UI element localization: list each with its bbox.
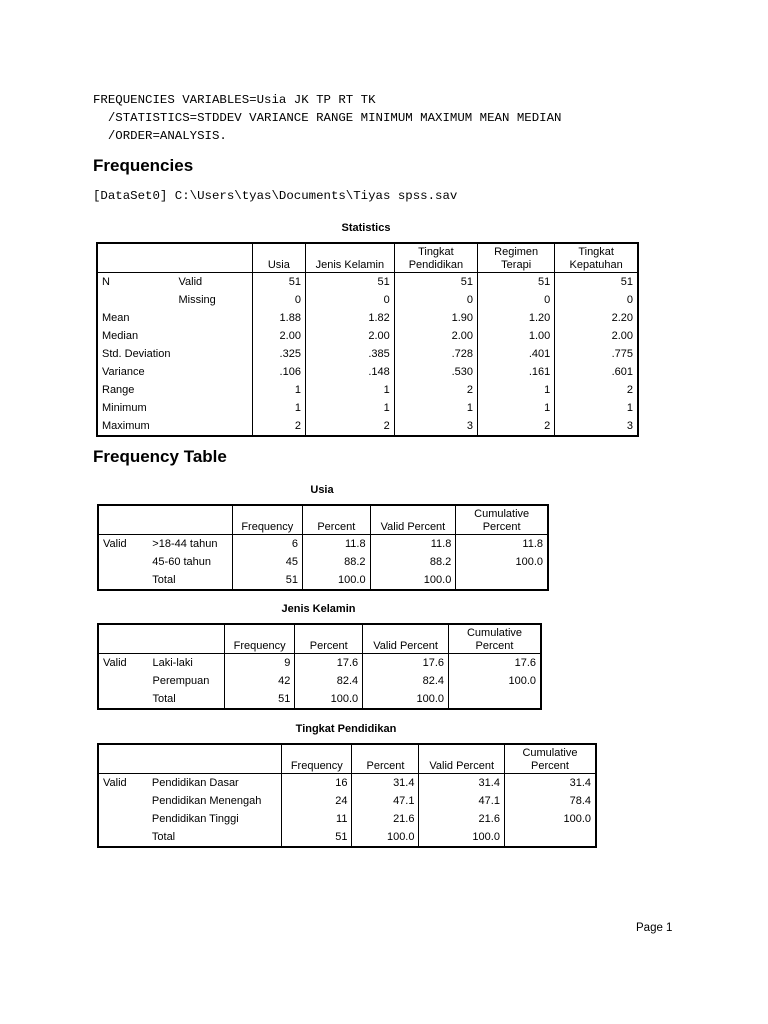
jenis-kelamin-column-header: Percent: [295, 624, 363, 654]
table-row: [98, 553, 548, 571]
statistics-cell: 2.00: [611, 330, 633, 342]
usia-cell: 100.0: [303, 571, 371, 590]
tingkat-pendidikan-cell: 100.0: [352, 828, 419, 847]
statistics-row-group-label: N: [102, 276, 110, 288]
statistics-cell: 2: [305, 417, 394, 436]
jenis-kelamin-column-header: Frequency: [224, 624, 295, 654]
statistics-row-group-label: Std. Deviation: [102, 348, 171, 360]
statistics-row-group-label: Maximum: [102, 420, 150, 432]
tingkat-pendidikan-header-blank: [148, 744, 282, 774]
tingkat-pendidikan-cell: 100.0: [563, 813, 591, 825]
frequency-table-heading: Frequency Table: [93, 447, 227, 466]
statistics-cell: 51: [620, 276, 633, 288]
tingkat-pendidikan-column-header: Cumulative Percent: [504, 744, 596, 774]
statistics-cell: .775: [611, 348, 633, 360]
jenis-kelamin-row-group-label: [98, 672, 148, 690]
statistics-cell: 0: [478, 291, 555, 309]
jenis-kelamin-cell: 17.6: [295, 654, 363, 673]
statistics-header-row: [97, 243, 638, 273]
statistics-cell: 0: [305, 291, 394, 309]
statistics-row-group-label: Range: [102, 384, 135, 396]
tingkat-pendidikan-column-header: Percent: [352, 744, 419, 774]
usia-row-group-label: Valid: [103, 538, 127, 550]
table-row: [98, 672, 541, 690]
statistics-row-group-label: [97, 291, 174, 309]
usia-column-header: Percent: [303, 505, 371, 535]
tingkat-pendidikan-header-blank: [98, 744, 148, 774]
statistics-cell: 1.82: [305, 309, 394, 327]
jenis-kelamin-cell: [449, 690, 541, 709]
table-row: [98, 654, 541, 673]
tingkat-pendidikan-cell: 78.4: [569, 795, 591, 807]
statistics-cell: .601: [611, 366, 633, 378]
table-row: [98, 690, 541, 709]
jenis-kelamin-cell: 82.4: [363, 672, 449, 690]
statistics-cell: .401: [478, 345, 555, 363]
statistics-cell: .530: [394, 363, 477, 381]
usia-row-label: 45-60 tahun: [148, 553, 232, 571]
jenis-kelamin-row-group-label: Valid: [103, 657, 127, 669]
table-row: [98, 535, 548, 554]
statistics-column-header: Usia: [252, 243, 305, 273]
statistics-cell: 51: [478, 273, 555, 292]
tingkat-pendidikan-cell: 21.6: [419, 810, 504, 828]
table-row: [97, 417, 638, 436]
usia-column-header: Valid Percent: [370, 505, 456, 535]
jenis-kelamin-header-blank: [98, 624, 148, 654]
jenis-kelamin-cell: 100.0: [363, 690, 449, 709]
statistics-cell: 1.00: [478, 327, 555, 345]
usia-column-header: Frequency: [232, 505, 302, 535]
jenis-kelamin-cell: 42: [224, 672, 295, 690]
table-row: [98, 792, 596, 810]
tingkat-pendidikan-row-group-label: [98, 792, 148, 810]
usia-cell: 100.0: [370, 571, 456, 590]
tingkat-pendidikan-cell: 24: [282, 792, 352, 810]
statistics-cell: 2.00: [394, 327, 477, 345]
tingkat-pendidikan-row-group-label: [98, 828, 148, 847]
statistics-column-header: Tingkat Kepatuhan: [555, 243, 638, 273]
table-row: [97, 309, 638, 327]
statistics-row-label: [174, 399, 252, 417]
usia-cell: 88.2: [370, 553, 456, 571]
table-row: [97, 273, 638, 292]
usia-row-group-label: [98, 553, 148, 571]
tingkat-pendidikan-column-header: Frequency: [282, 744, 352, 774]
table-row: [97, 291, 638, 309]
statistics-cell: 0: [626, 294, 633, 306]
usia-title: Usia: [310, 484, 334, 496]
tingkat-pendidikan-cell: 31.4: [569, 777, 591, 789]
jenis-kelamin-table: [97, 623, 542, 710]
jenis-kelamin-row-group-label: [98, 690, 148, 709]
tingkat-pendidikan-cell: 21.6: [352, 810, 419, 828]
statistics-cell: 1: [478, 399, 555, 417]
usia-header-row: [98, 505, 548, 535]
tingkat-pendidikan-row-label: Pendidikan Tinggi: [148, 810, 282, 828]
statistics-row-label: Missing: [174, 291, 252, 309]
statistics-cell: .325: [252, 345, 305, 363]
tingkat-pendidikan-cell: 51: [282, 828, 352, 847]
statistics-row-group-label: Variance: [102, 366, 145, 378]
statistics-cell: 1: [252, 381, 305, 399]
statistics-row-label: [174, 345, 252, 363]
statistics-row-label: [174, 381, 252, 399]
tingkat-pendidikan-title: Tingkat Pendidikan: [295, 723, 397, 735]
jenis-kelamin-cell: 9: [224, 654, 295, 673]
statistics-header-blank: [174, 243, 252, 273]
spss-syntax: FREQUENCIES VARIABLES=Usia JK TP RT TK /STATISTICS=STDDEV VARIANCE RANGE MINIMUM MAXIMUM MEAN MEDIAN /ORDER=ANALYSIS.: [93, 93, 562, 143]
statistics-table: [96, 242, 639, 437]
statistics-cell: 1: [394, 399, 477, 417]
table-row: [98, 828, 596, 847]
statistics-cell: 2.20: [611, 312, 633, 324]
statistics-cell: .106: [252, 363, 305, 381]
table-row: [97, 345, 638, 363]
jenis-kelamin-column-header: Cumulative Percent: [449, 624, 541, 654]
jenis-kelamin-row-label: Total: [148, 690, 224, 709]
tingkat-pendidikan-table: [97, 743, 597, 848]
tingkat-pendidikan-cell: 100.0: [419, 828, 504, 847]
tingkat-pendidikan-cell: 11: [282, 810, 352, 828]
statistics-cell: 3: [394, 417, 477, 436]
jenis-kelamin-cell: 100.0: [508, 675, 536, 687]
statistics-cell: 1: [305, 399, 394, 417]
table-row: [98, 810, 596, 828]
tingkat-pendidikan-cell: [504, 828, 596, 847]
statistics-column-header: Regimen Terapi: [478, 243, 555, 273]
usia-header-blank: [148, 505, 232, 535]
tingkat-pendidikan-row-label: Pendidikan Dasar: [148, 774, 282, 793]
statistics-header-blank: [97, 243, 174, 273]
tingkat-pendidikan-row-group-label: [98, 810, 148, 828]
statistics-cell: 0: [252, 291, 305, 309]
table-row: [97, 381, 638, 399]
usia-cell: 51: [232, 571, 302, 590]
dataset-path: [DataSet0] C:\Users\tyas\Documents\Tiyas spss.sav: [93, 189, 458, 203]
statistics-cell: 51: [305, 273, 394, 292]
statistics-row-label: [174, 309, 252, 327]
jenis-kelamin-cell: 100.0: [295, 690, 363, 709]
statistics-row-group-label: Median: [102, 330, 139, 342]
usia-cell: 6: [232, 535, 302, 554]
jenis-kelamin-header-blank: [148, 624, 224, 654]
statistics-cell: 3: [626, 420, 633, 432]
statistics-row-group-label: Mean: [102, 312, 130, 324]
jenis-kelamin-cell: 17.6: [363, 654, 449, 673]
usia-cell: 11.8: [303, 535, 371, 554]
statistics-column-header: Tingkat Pendidikan: [394, 243, 477, 273]
tingkat-pendidikan-cell: 31.4: [419, 774, 504, 793]
frequencies-heading: Frequencies: [93, 156, 194, 175]
statistics-cell: .161: [478, 363, 555, 381]
jenis-kelamin-cell: 82.4: [295, 672, 363, 690]
usia-header-blank: [98, 505, 148, 535]
statistics-cell: .385: [305, 345, 394, 363]
usia-row-label: Total: [148, 571, 232, 590]
statistics-cell: .728: [394, 345, 477, 363]
statistics-cell: 0: [394, 291, 477, 309]
usia-cell: [456, 571, 548, 590]
statistics-cell: 1.90: [394, 309, 477, 327]
usia-column-header: Cumulative Percent: [456, 505, 548, 535]
statistics-title: Statistics: [341, 222, 391, 234]
statistics-cell: 1: [305, 381, 394, 399]
usia-cell: 88.2: [303, 553, 371, 571]
statistics-cell: 2: [478, 417, 555, 436]
jenis-kelamin-header-row: [98, 624, 541, 654]
statistics-cell: 2: [252, 417, 305, 436]
tingkat-pendidikan-column-header: Valid Percent: [419, 744, 504, 774]
jenis-kelamin-cell: 17.6: [514, 657, 536, 669]
statistics-row-label: Valid: [174, 273, 252, 292]
usia-cell: 11.8: [370, 535, 456, 554]
jenis-kelamin-row-label: Perempuan: [148, 672, 224, 690]
jenis-kelamin-column-header: Valid Percent: [363, 624, 449, 654]
statistics-cell: 2.00: [252, 327, 305, 345]
table-row: [98, 571, 548, 590]
statistics-cell: 51: [394, 273, 477, 292]
usia-cell: 100.0: [515, 556, 543, 568]
table-row: [97, 399, 638, 417]
page-number: Page 1: [636, 922, 673, 934]
statistics-row-label: [174, 417, 252, 436]
usia-table: [97, 504, 549, 591]
tingkat-pendidikan-cell: 31.4: [352, 774, 419, 793]
tingkat-pendidikan-cell: 16: [282, 774, 352, 793]
tingkat-pendidikan-cell: 47.1: [419, 792, 504, 810]
statistics-cell: .148: [305, 363, 394, 381]
statistics-cell: 2.00: [305, 327, 394, 345]
statistics-row-group-label: Minimum: [102, 402, 147, 414]
jenis-kelamin-title: Jenis Kelamin: [281, 603, 356, 615]
statistics-cell: 1.20: [478, 309, 555, 327]
statistics-cell: 1: [626, 402, 633, 414]
statistics-cell: 2: [394, 381, 477, 399]
statistics-cell: 2: [626, 384, 633, 396]
usia-cell: 11.8: [522, 538, 543, 550]
tingkat-pendidikan-row-label: Pendidikan Menengah: [148, 792, 282, 810]
table-row: [98, 774, 596, 793]
usia-row-label: >18-44 tahun: [148, 535, 232, 554]
usia-cell: 45: [232, 553, 302, 571]
statistics-cell: 1.88: [252, 309, 305, 327]
jenis-kelamin-cell: 51: [224, 690, 295, 709]
usia-row-group-label: [98, 571, 148, 590]
tingkat-pendidikan-header-row: [98, 744, 596, 774]
table-row: [97, 363, 638, 381]
statistics-row-label: [174, 327, 252, 345]
statistics-row-label: [174, 363, 252, 381]
statistics-column-header: Jenis Kelamin: [305, 243, 394, 273]
tingkat-pendidikan-cell: 47.1: [352, 792, 419, 810]
tingkat-pendidikan-row-label: Total: [148, 828, 282, 847]
tingkat-pendidikan-row-group-label: Valid: [103, 777, 127, 789]
table-row: [97, 327, 638, 345]
statistics-cell: 1: [478, 381, 555, 399]
jenis-kelamin-row-label: Laki-laki: [148, 654, 224, 673]
statistics-cell: 1: [252, 399, 305, 417]
statistics-cell: 51: [252, 273, 305, 292]
